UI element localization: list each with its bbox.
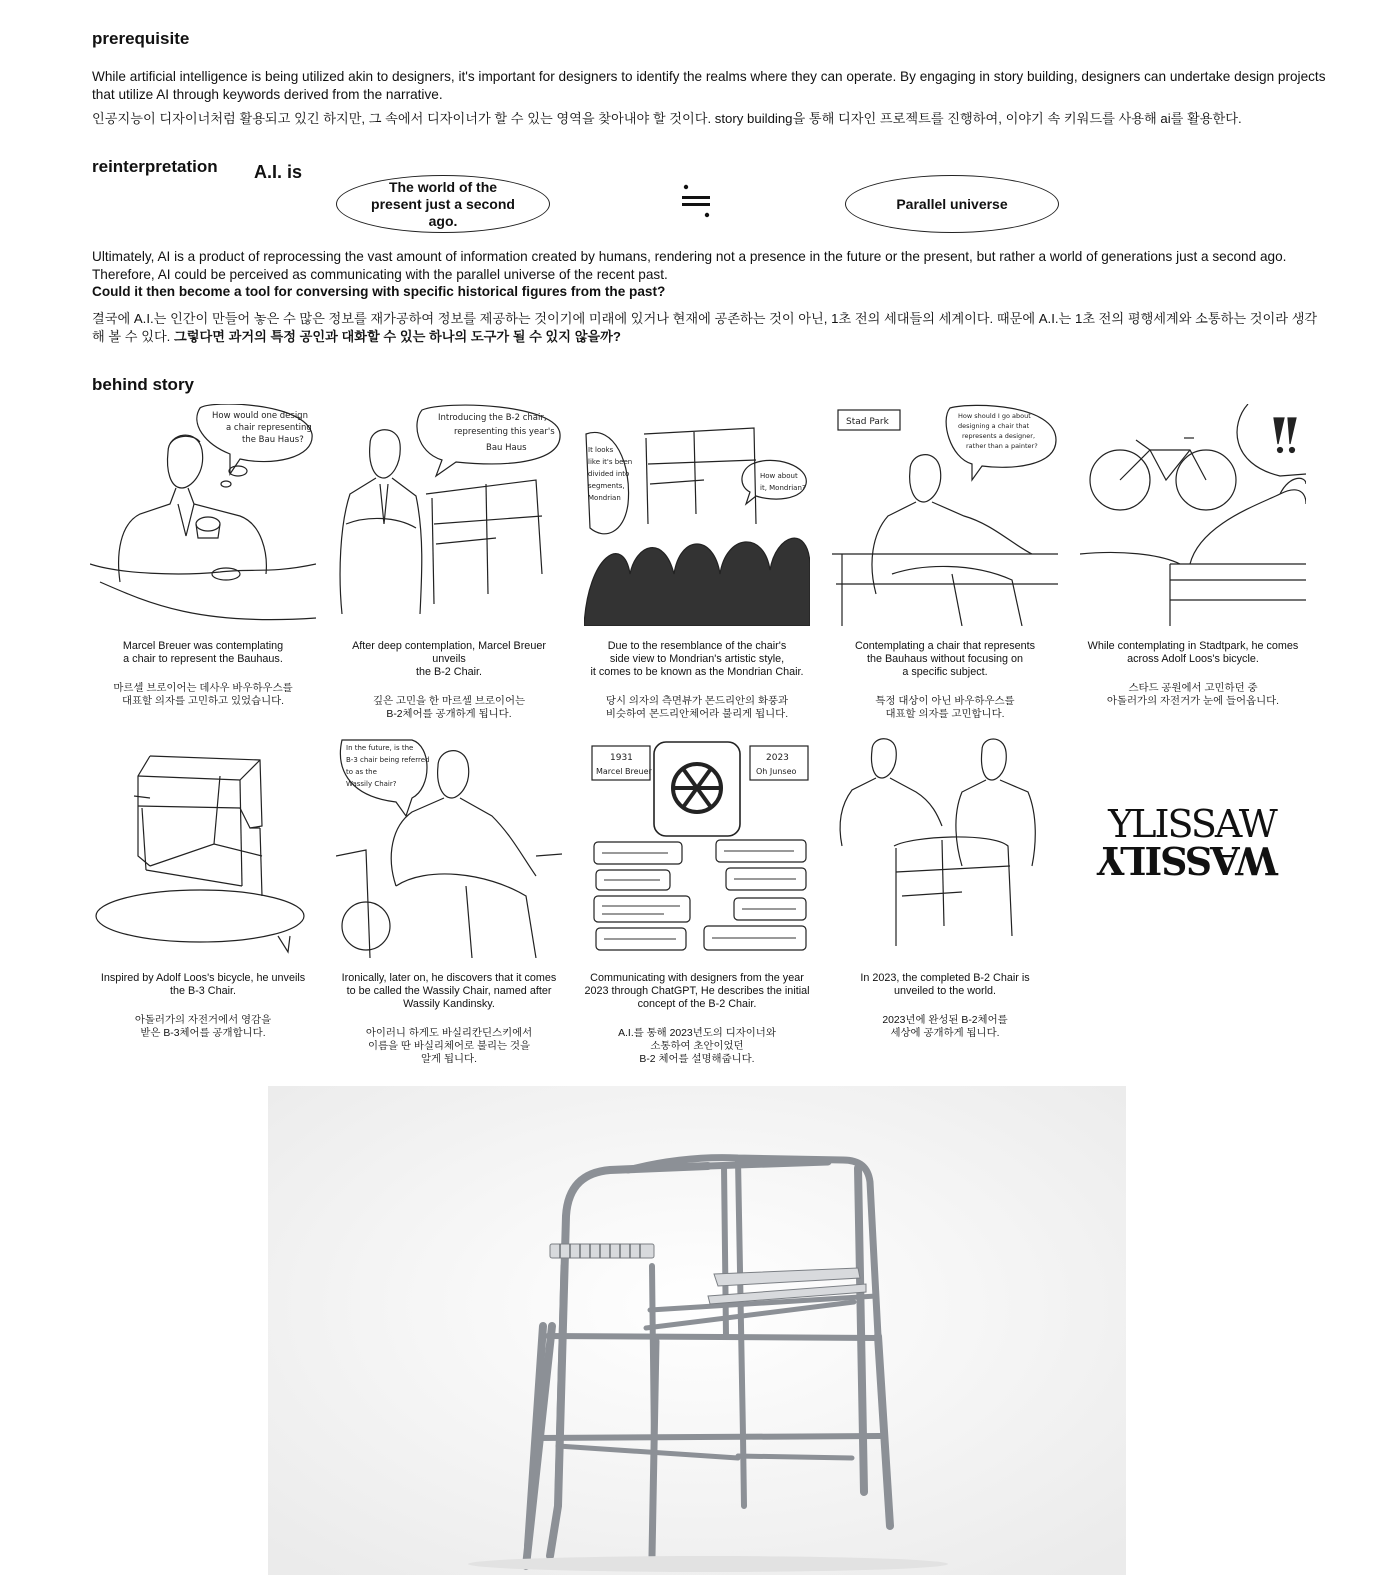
present-world-bubble	[336, 175, 550, 233]
story-panel-9	[832, 736, 1058, 1040]
prerequisite-text-en: While artificial intelligence is being utilized akin to designers, it's important for designers to identify the realms where they can operate. By engaging in story building, designers can undertake design projects that utilize AI through keywords derived from the narrative.	[92, 69, 1326, 102]
panel-6-caption-ko: 아돌러가의 자전거에서 영감을 받은 B-3체어를 공개합니다.	[134, 1015, 272, 1039]
svg-text:Mondrian: Mondrian	[588, 494, 621, 502]
parallel-universe-text: Parallel universe	[896, 195, 1008, 212]
svg-text:Bau Haus: Bau Haus	[486, 443, 527, 453]
panel-3-illustration	[584, 404, 810, 626]
svg-text:the Bau Haus?: the Bau Haus?	[242, 435, 304, 445]
prerequisite-title: prerequisite	[92, 29, 190, 48]
panel-6-caption-en: Inspired by Adolf Loos's bicycle, he unveils the B-3 Chair.	[100, 972, 306, 997]
panel-8-illustration	[584, 736, 810, 958]
panel-4-caption-en: Contemplating a chair that represents the Bauhaus without focusing on a specific subject.	[854, 640, 1036, 678]
present-world-text: The world of the present just a second ago.	[371, 178, 515, 229]
b2-chair-photo	[268, 1086, 1126, 1575]
tag-left-name: Marcel Breuer	[596, 767, 652, 776]
reinterpretation-text-ko	[92, 310, 1327, 345]
reinterpretation-ko-question: 그렇다면 과거의 특정 공인과 대화할 수 있는 하나의 도구가 될 수 있지 않을까?	[174, 328, 621, 344]
panel-7-illustration	[336, 736, 562, 958]
wassily-mirror-logo	[1099, 802, 1278, 883]
story-panel-4	[832, 404, 1058, 721]
panel-5-caption-en: While contemplating in Stadtpark, he comes across Adolf Loos's bicycle.	[1087, 640, 1299, 665]
svg-text:divided into: divided into	[588, 470, 630, 478]
panel-5-illustration	[1080, 404, 1306, 626]
svg-text:to as the: to as the	[346, 768, 377, 776]
story-panel-6	[90, 736, 316, 1040]
panel-2-caption-ko: 깊은 고민을 한 마르셀 브로이어는 B-2체어를 공개하게 됩니다.	[372, 696, 526, 720]
panel-8-caption-ko: A.I.를 통해 2023년도의 디자이너와 소통하여 초안이었던 B-2 체어를 설명해줍니다.	[618, 1028, 776, 1065]
prerequisite-text-ko: 인공지능이 디자이너처럼 활용되고 있긴 하지만, 그 속에서 디자이너가 할 수 있는 영역을 찾아내야 할 것이다. story building을 통해 디자인 프로젝트를 진행하여, 이야기 속 키워드를 사용해 ai를 활용한다.	[92, 111, 1242, 126]
panel-7-caption-ko: 아이러니 하게도 바실리칸딘스키에서 이름을 딴 바실리체어로 불리는 것을 알게 됩니다.	[365, 1028, 533, 1065]
svg-text:Introducing the B-2 chair,: Introducing the B-2 chair,	[438, 413, 547, 423]
approximately-equal-icon	[678, 184, 714, 218]
panel-4-illustration	[832, 404, 1058, 626]
panel-5-caption-ko: 스타드 공원에서 고민하던 중 아돌러가의 자전거가 눈에 들어옵니다.	[1106, 683, 1280, 707]
svg-text:represents a designer,: represents a designer,	[962, 432, 1036, 440]
svg-text:like it's been: like it's been	[588, 458, 633, 466]
svg-text:Wassily Chair?: Wassily Chair?	[346, 780, 397, 788]
story-panel-2	[336, 404, 562, 721]
story-panel-8	[584, 736, 810, 1066]
panel-9-caption-en: In 2023, the completed B-2 Chair is unveiled to the world.	[860, 972, 1030, 997]
svg-text:rather than a painter?: rather than a painter?	[966, 442, 1038, 450]
tag-right-name: Oh Junseo	[756, 767, 797, 776]
svg-text:a chair representing: a chair representing	[226, 423, 312, 433]
tag-left-year: 1931	[610, 753, 633, 763]
story-panel-5	[1080, 404, 1306, 708]
tag-right-year: 2023	[766, 753, 789, 763]
panel-9-illustration	[832, 736, 1058, 958]
panel-8-caption-en: Communicating with designers from the year 2023 through ChatGPT, He describes the initial concept of the B-2 Chair.	[584, 972, 810, 1010]
reinterpretation-title: reinterpretation	[92, 157, 218, 176]
panel-6-illustration	[90, 736, 316, 958]
panel-9-caption-ko: 2023년에 완성된 B-2체어를 세상에 공개하게 됩니다.	[882, 1015, 1008, 1039]
story-panel-7	[336, 736, 562, 1066]
reinterpretation-en-body: Ultimately, AI is a product of reprocessing the vast amount of information created by humans, rendering not a presence in the future or the present, but rather a world of generations just a second ago. Therefore, AI could be perceived as communicating with the parallel universe of the recent past.	[92, 249, 1287, 282]
panel-2-caption-en: After deep contemplation, Marcel Breuer unveils the B-2 Chair.	[352, 640, 546, 678]
panel-4-caption-ko: 특정 대상이 아닌 바우하우스를 대표할 의자를 고민합니다.	[875, 696, 1015, 720]
svg-text:designing a chair that: designing a chair that	[958, 422, 1030, 430]
panel-1-illustration	[90, 404, 316, 626]
reinterpretation-text-en	[92, 248, 1327, 301]
svg-text:B-3 chair being referred: B-3 chair being referred	[346, 756, 430, 764]
chatgpt-logo-icon	[673, 764, 721, 812]
panel-7-caption-en: Ironically, later on, he discovers that it comes to be called the Wassily Chair, named after Wassily Kandinsky.	[341, 972, 557, 1010]
svg-text:How should I go about: How should I go about	[958, 412, 1031, 420]
story-panel-3	[584, 404, 810, 721]
svg-text:representing this year's: representing this year's	[454, 427, 555, 437]
svg-text:How about: How about	[760, 472, 798, 480]
reinterpretation-ko-body: 결국에 A.I.는 인간이 만들어 놓은 수 많은 정보를 재가공하여 정보를 제공하는 것이기에 미래에 있거나 현재에 공존하는 것이 아닌, 1초 전의 세대들의 세계이다. 때문에 A.I.는 1초 전의 평행세계와 소통하는 것이라 생각해 볼 수 있다.	[92, 311, 1318, 344]
logo-mirrored-text: YLISSAW	[1108, 802, 1276, 846]
svg-text:it, Mondrian?: it, Mondrian?	[760, 484, 806, 492]
svg-text:How would one design: How would one design	[212, 411, 308, 421]
panel-1-caption-en: Marcel Breuer was contemplating a chair to represent the Bauhaus.	[122, 640, 284, 665]
svg-text:In the future, is the: In the future, is the	[346, 744, 414, 752]
panel-1-caption-ko: 마르셀 브로이어는 데사우 바우하우스를 대표할 의자를 고민하고 있었습니다.	[113, 683, 293, 707]
ai-is-label: A.I. is	[254, 162, 303, 182]
behind-story-title: behind story	[92, 375, 195, 394]
panel-3-caption-en: Due to the resemblance of the chair's side view to Mondrian's artistic style, it comes to be known as the Mondrian Chair.	[590, 640, 804, 678]
svg-text:It looks: It looks	[588, 446, 614, 454]
panel-3-caption-ko: 당시 의자의 측면뷰가 몬드리안의 화풍과 비슷하여 몬드리안체어라 불리게 됩니다.	[605, 696, 789, 720]
svg-text:segments,: segments,	[588, 482, 625, 490]
reinterpretation-en-question: Could it then become a tool for conversing with specific historical figures from the past?	[92, 284, 666, 299]
logo-wassily-text: WASSILY	[1099, 838, 1278, 883]
story-panel-1	[90, 404, 316, 708]
stad-park-sign: Stad Park	[846, 417, 889, 427]
parallel-universe-bubble	[845, 175, 1059, 233]
panel-2-illustration	[336, 404, 562, 626]
